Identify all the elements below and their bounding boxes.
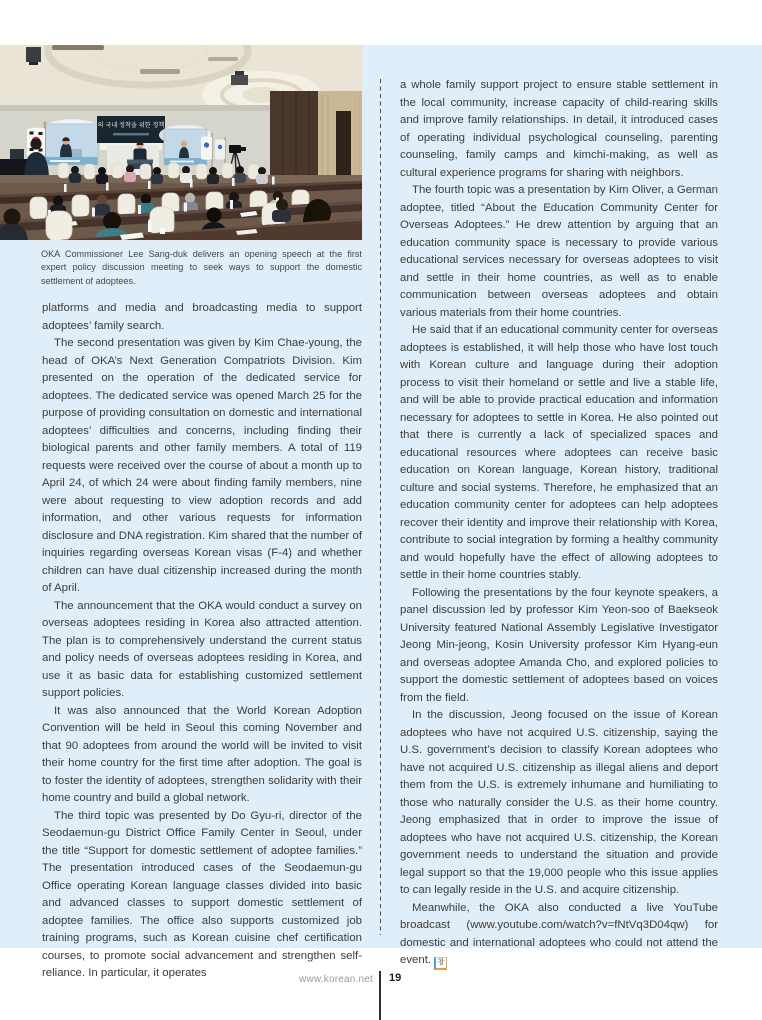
paragraph: The fourth topic was a presentation by Kim Oliver, a German adoptee, titled “About the Education Community Center for Overseas Adoptees.” He drew attention by arguing that an education community space is necessary to provide various educational services necessary for overseas adoptees to visit and settle in their home countries, as well as to enable communication between overseas adoptees and obtain various materials from their home countries.: [400, 184, 718, 319]
paragraph: The second presentation was given by Kim Chae-young, the head of OKA’s Next Generation Compatriots Division. Kim presented on the operation of the dedicated service for adoptees. The dedicated service was opened March 25 for the purpose of providing consultation on domestic and international adoptees’ difficulties and concerns, including finding their biological parents and other family members. A total of 119 requests were received over the course of about a month up to April 24, of which 24 were about finding family members, nine were about requesting to view adoption records and add information, and other various requests for information disclosure and DNA registration. Kim shared that the number of inquiries regarding overseas Korean visas (F-4) and whether children can have dual citizenship increased during the month of April.: [42, 337, 362, 594]
stage-banner: [97, 116, 165, 150]
footer-site-url: www.korean.net: [299, 974, 373, 985]
paragraph: It was also announced that the World Korean Adoption Convention will be held in Seoul this coming November and that 90 adoptees from around the world will be invited to visit their home country for the first time after adoption. The goal is to foster the identity of adoptees, strengthen solidarity with their home country and build a global network.: [42, 704, 362, 804]
paragraph: The announcement that the OKA would conduct a survey on overseas adoptees residing in Korea also attracted attention. The plan is to comprehensively understand the current status and policy needs of overseas adoptees residing in Korea, and use it as basic data for establishing customized settlement support policies.: [42, 599, 362, 699]
paragraph: Meanwhile, the OKA also conducted a live YouTube broadcast (www.youtube.com/watch?v=fNtVq3D04qw) for domestic and international adoptees who could not attend the event. 창: [400, 900, 718, 971]
conference-photo: [0, 45, 362, 240]
footer-page-number: 19: [389, 972, 402, 984]
column-divider: [380, 79, 381, 935]
screen-left: [42, 119, 102, 165]
paragraph: In the discussion, Jeong focused on the issue of Korean adoptees who have not acquired U.S. citizenship, saying the U.S. government’s decision to classify Korean adoptees who have not acquired U.S. citizenship as illegal aliens and deport them from the U.S. is extremely inhumane and humiliating to those who naturally consider the U.S. as their home country. Jeong emphasized that in order to improve the issue of adoptees who have not acquired U.S. citizenship, the Korean government needs to understand the situation and provide legal support so that the 19,000 people who this issue applies to can legally reside in the U.S. and acquire citizenship.: [400, 709, 718, 896]
paragraph: platforms and media and broadcasting media to support adoptees’ family search.: [42, 302, 362, 332]
left-column: [42, 300, 362, 983]
paragraph: The third topic was presented by Do Gyu-ri, director of the Seodaemun-gu District Office Family Center in Seoul, under the title “Support for domestic settlement of adoptee families.” The presentation introduced cases of the Seodaemun-gu Office operating Korean language classes divided into basic and advanced classes to support domestic settlement of adoptee families. The office also supports customized job training programs, such as Korean cuisine chef certification courses, to promote social advancement and strengthen self-reliance. In particular, it operates: [42, 809, 362, 979]
paragraph: Following the presentations by the four keynote speakers, a panel discussion led by professor Kim Yeon-soo of Baekseok University featured National Assembly Legislative Investigator Jeong Min-jeong, Kosin University professor Kim Hyang-eun and overseas adoptee Amanda Cho, and explored policies to support the domestic settlement of adoptees based on voices from the field.: [400, 586, 718, 704]
paragraph: He said that if an educational community center for overseas adoptees is established, it will help those who have lost touch with Korean culture and language during their adoption process to visit their homeland or settle and live a stable life, and will be able to provide practical education and information necessary for adoptees to settle in Korea. He also pointed out that there is currently a lack of specialized spaces and educational resources where adoptees can receive basic education on Korean language, Korean history, traditional culture and social systems. Therefore, he emphasized that an education community center for adoptees can help adoptees recover their identity and improve their relationship with Korea, contribute to social integration by forming a healthy community and would hopefully have the effect of allowing adoptees to settle in their home countries stably.: [400, 324, 718, 581]
article-end-mark-icon: 창: [434, 957, 447, 970]
right-column: [400, 77, 718, 970]
photo-caption: OKA Commissioner Lee Sang-duk delivers an opening speech at the first expert policy discussion meeting to seek ways to support the domestic settlement of adoptees.: [41, 249, 362, 286]
paragraph: a whole family support project to ensure stable settlement in the local community, increase capacity of child-rearing skills and improve family relationships. In detail, it introduced cases of operating individual psychological counseling, parenting counseling, family camps and kimchi-making, as well as cultural experience programs for sharing with neighbors.: [400, 79, 718, 179]
footer-divider: [379, 971, 381, 1020]
conference-photo-illustration: [0, 45, 362, 240]
banner-text: 의 국내 정착을 위한 정책: [97, 122, 165, 129]
